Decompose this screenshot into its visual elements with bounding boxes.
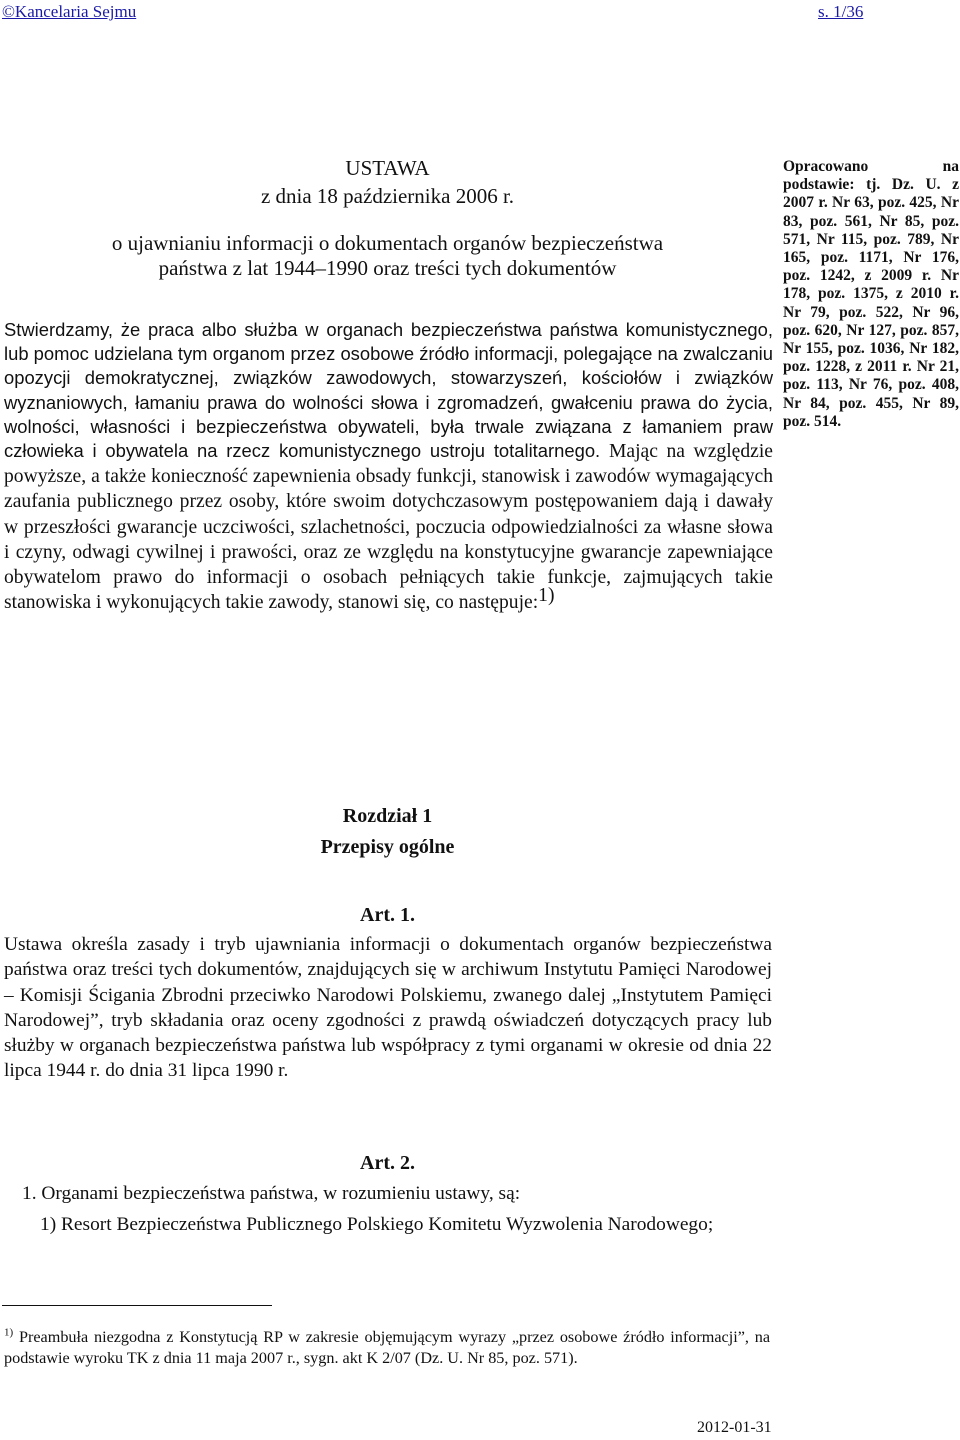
preamble-part2: Mając na względzie powyższe, a także konieczność zapewnienia obsady funkcji, stanowisk i zawodów wymagających zaufania publicznego przez osoby, które swoim dotychczasowym postępowaniem dają i dawały w przeszłości gwarancje uczciwości, szlachetności, poczucia odpowiedzialności za własne słowa i czyny, odwagi cywilnej i prawości, oraz ze względu na konstytucyjne gwarancje zapewniające obywatelom prawo do informacji o osobach pełniących takie funkcje, zajmujących takie stanowiska i wykonujących takie zawody, stanowi się, co następuje: — [4, 441, 773, 614]
document-type: USTAWA — [345, 156, 430, 180]
article-1-text: Ustawa określa zasady i tryb ujawniania informacji o dokumentach organów bezpieczeństwa państwa oraz treści tych dokumentów, znajdujących się w archiwum Instytutu Pamięci Narodowej – Komisji Ścigania Zbrodni przeciwko Narodowi Polskiemu, zwanego dalej „Instytutem Pamięci Narodowej”, tryb składania oraz oceny zgodności z prawdą oświadczeń dotyczących pracy lub służby w organach bezpieczeństwa państwa lub współpracy z tymi organami w okresie od dnia 22 lipca 1944 r. do dnia 31 lipca 1990 r. — [4, 934, 772, 1082]
document-subject-line1: o ujawnianiu informacji o dokumentach organów bezpieczeństwa — [111, 231, 664, 255]
article-2-item-1: 1) Resort Bezpieczeństwa Publicznego Polskiego Komitetu Wyzwolenia Narodowego; — [40, 1214, 714, 1235]
source-link[interactable]: ©Kancelaria Sejmu — [2, 2, 137, 21]
chapter-number: Rozdział 1 — [342, 805, 433, 827]
footnote-divider — [2, 1305, 272, 1306]
article-1-heading: Art. 1. — [360, 904, 415, 926]
footnote-marker: 1) — [4, 1326, 14, 1339]
footnote — [4, 1327, 770, 1369]
article-2-heading: Art. 2. — [360, 1152, 415, 1174]
footer-date: 2012-01-31 — [697, 1419, 772, 1436]
chapter-title: Przepisy ogólne — [320, 836, 455, 858]
footnote-text: Preambuła niezgodna z Konstytucją RP w zakresie objęmującym wyrazy „przez osobowe źródło informacji”, na podstawie wyroku TK z dnia 11 maja 2007 r., sygn. akt K 2/07 (Dz. U. Nr 85, poz. 571). — [4, 1328, 771, 1367]
source-note: Opracowano na podstawie: tj. Dz. U. z 2007 r. Nr 63, poz. 425, Nr 83, poz. 561, Nr 85, poz. 571, Nr 115, poz. 789, Nr 165, poz. 1171, Nr 176, poz. 1242, z 2009 r. Nr 178, poz. 1375, z 2010 r. Nr 79, poz. 522, Nr 96, poz. 620, Nr 127, poz. 857, Nr 155, poz. 1036, Nr 182, poz. 1228, z 2011 r. Nr 21, poz. 113, Nr 76, poz. 408, Nr 84, poz. 455, Nr 89, poz. 514. — [783, 158, 959, 430]
preamble-part1: Stwierdzamy, że praca albo służba w organach bezpieczeństwa państwa komunistycznego, lub pomoc udzielana tym organom przez osobowe źródło informacji, polegające na zwalczaniu opozycji demokratycznej, związków zawodowych, stowarzyszeń, kościołów i związków wyznaniowych, łamaniu prawa do wolności słowa i zgromadzeń, gwałceniu prawa do życia, wolności, własności i bezpieczeństwa obywateli, była trwale związana z łamaniem praw człowieka i obywatela na rzecz komunistycznego ustroju totalitarnego. — [4, 319, 773, 462]
document-date: z dnia 18 października 2006 r. — [260, 184, 515, 208]
page-number-link[interactable]: s. 1/36 — [818, 2, 864, 21]
preamble — [4, 318, 773, 615]
preamble-footnote-ref: 1) — [538, 585, 555, 607]
article-2-paragraph-1: 1. Organami bezpieczeństwa państwa, w rozumieniu ustawy, są: — [22, 1183, 521, 1204]
document-subject-line2: państwa z lat 1944–1990 oraz treści tych dokumentów — [158, 256, 617, 280]
